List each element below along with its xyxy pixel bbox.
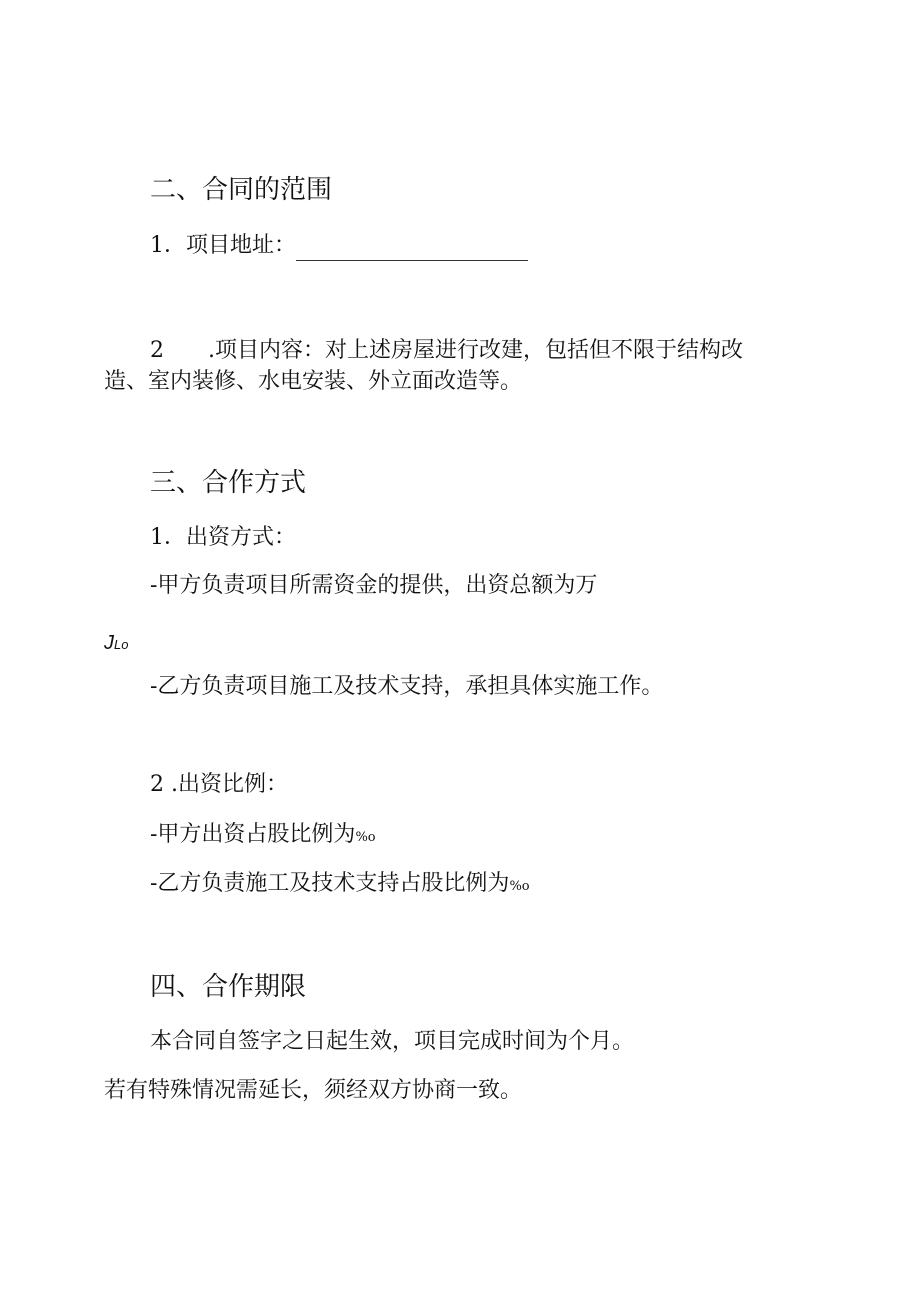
project-address-line bbox=[150, 231, 528, 261]
party-b-share-percent: %o bbox=[509, 879, 530, 894]
project-content-line-1 bbox=[150, 336, 743, 366]
section-3-heading: 三、合作方式 bbox=[150, 468, 307, 498]
party-a-share-percent: %o bbox=[355, 830, 376, 845]
party-b-share-text: -乙方负责施工及技术支持占股比例为 bbox=[150, 871, 510, 896]
project-address-label: 1．项目地址： bbox=[150, 233, 296, 258]
party-a-share-text: -甲方出资占股比例为 bbox=[150, 822, 356, 847]
section-4-heading: 四、合作期限 bbox=[150, 972, 307, 1002]
funding-method-label: 1．出资方式： bbox=[150, 525, 296, 550]
funding-tail-small: Lo bbox=[114, 637, 129, 652]
term-line-2: 若有特殊情况需延长，须经双方协商一致。 bbox=[104, 1078, 523, 1103]
party-b-share-line bbox=[150, 869, 530, 902]
project-address-blank bbox=[296, 236, 528, 261]
funding-tail-glyph: J bbox=[104, 632, 114, 654]
party-a-funding-tail bbox=[104, 627, 128, 660]
term-line-1: 本合同自签字之日起生效，项目完成时间为个月。 bbox=[150, 1029, 635, 1054]
project-content-text: .项目内容：对上述房屋进行改建，包括但不限于结构改 bbox=[208, 338, 743, 363]
section-2-heading: 二、合同的范围 bbox=[150, 175, 333, 205]
party-b-work-line: -乙方负责项目施工及技术支持，承担具体实施工作。 bbox=[150, 674, 664, 699]
funding-ratio-label: 2 .出资比例： bbox=[150, 772, 288, 797]
party-a-share-line bbox=[150, 820, 376, 853]
party-a-funding-line: -甲方负责项目所需资金的提供，出资总额为万 bbox=[150, 573, 598, 598]
project-content-line-2: 造、室内装修、水电安装、外立面改造等。 bbox=[104, 369, 523, 394]
project-content-number: 2 bbox=[150, 338, 164, 363]
